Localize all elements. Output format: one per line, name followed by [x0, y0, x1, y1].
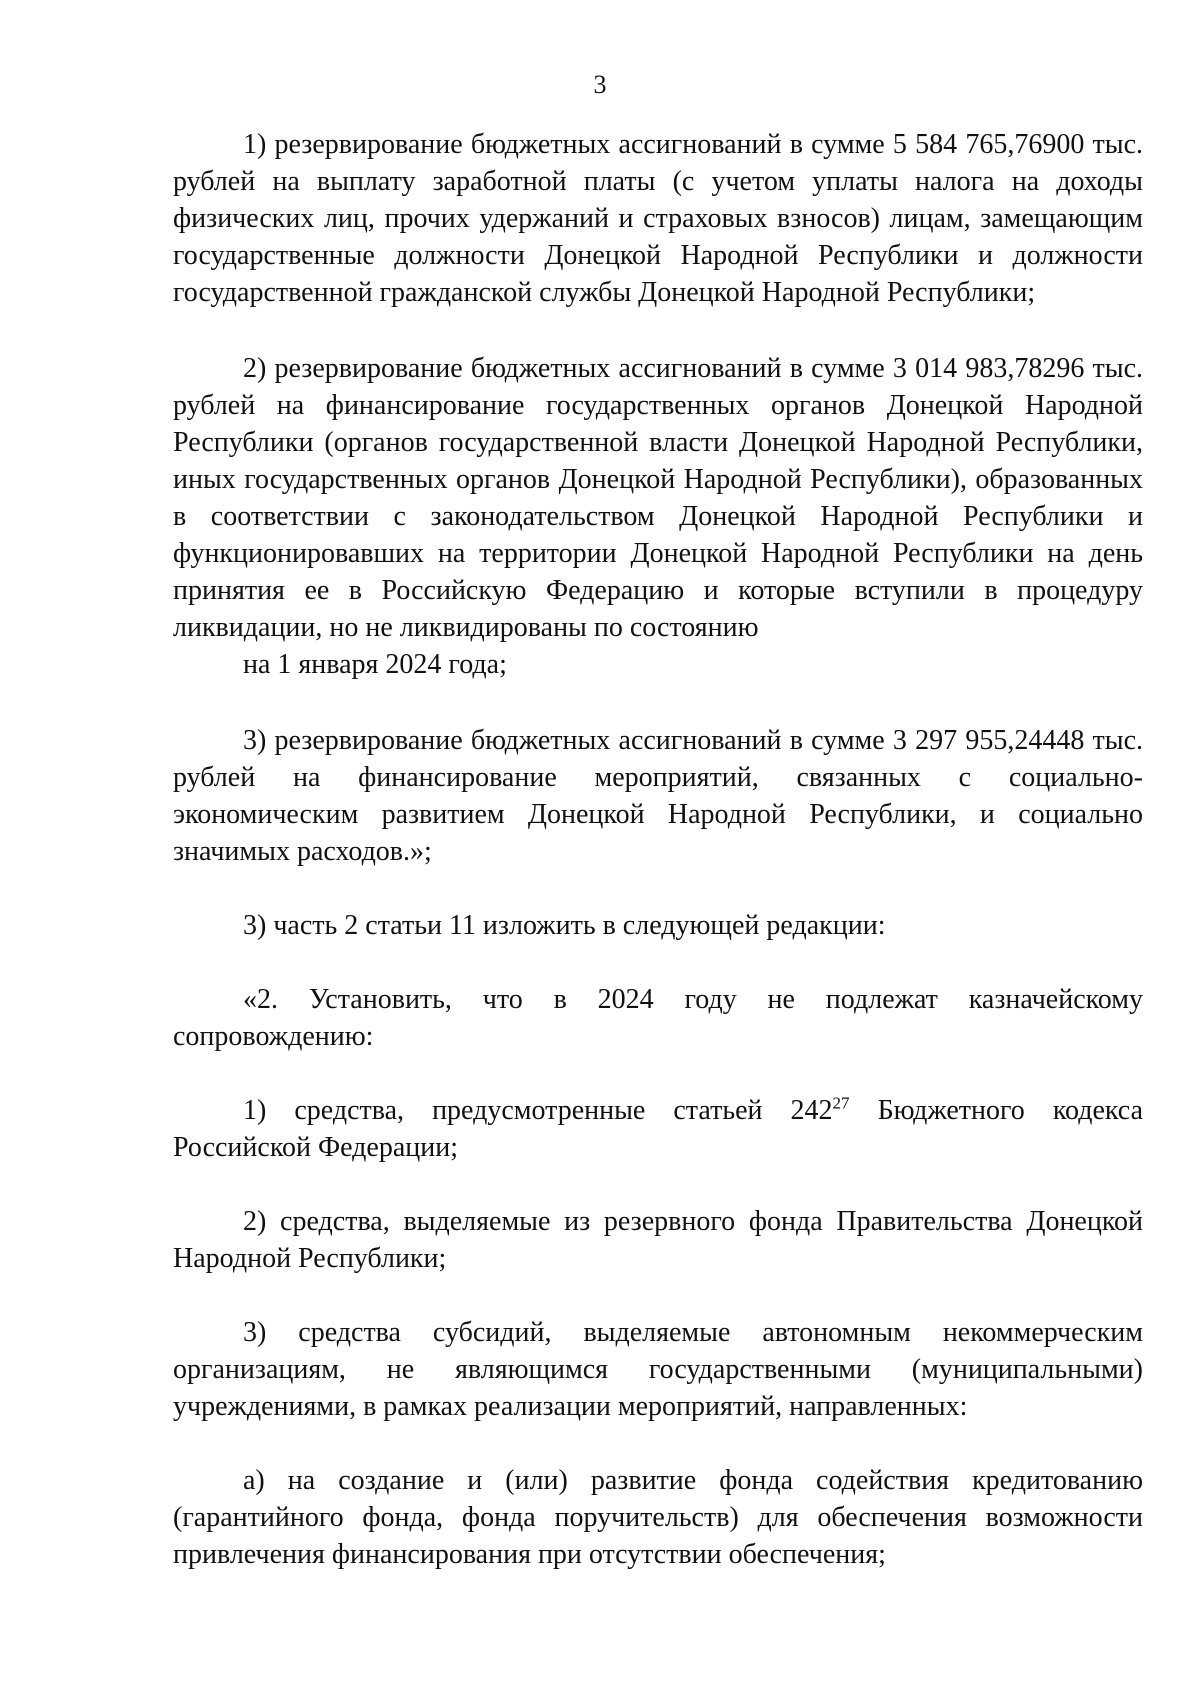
- paragraph-reserve-social-economic: 3) резервирование бюджетных ассигнований в сумме 3 297 955,24448 тыс. рублей на финансирование мероприятий, связанных с социально-экономическим развитием Донецкой Народной Республики, и социально значимых расходов.»;: [173, 725, 1143, 867]
- paragraph-article-11-amendment: 3) часть 2 статьи 11 изложить в следующей редакции:: [243, 910, 886, 941]
- item-budget-code-after: Бюджетного кодекса Российской Федерации;: [173, 1095, 1143, 1163]
- paragraph-item-budget-code: [173, 1092, 1143, 1166]
- paragraph-reserve-state-bodies-text: 2) резервирование бюджетных ассигнований в сумме 3 014 983,78296 тыс. рублей на финансирование государственных органов Донецкой Народной Республики (органов государственной власти Донецкой Народной Республики, иных государственных органов Донецкой Народной Республики), образованных в соответствии с законодательством Донецкой Народной Республики и функционировавших на территории Донецкой Народной Республики на день принятия ее в Российскую Федерацию и которые вступили в процедуру ликвидации, но не ликвидированы по состоянию: [173, 353, 1143, 643]
- paragraph-item-reserve-fund: 2) средства, выделяемые из резервного фонда Правительства Донецкой Народной Республики;: [173, 1206, 1143, 1274]
- paragraph-reserve-state-bodies-tail: на 1 января 2024 года;: [243, 649, 507, 680]
- paragraph-treasury-support-intro: «2. Установить, что в 2024 году не подлежат казначейскому сопровождению:: [173, 984, 1143, 1052]
- item-budget-code-before: 1) средства, предусмотренные статьей 242: [243, 1095, 833, 1126]
- page-number: 3: [593, 70, 607, 99]
- article-superscript: 27: [832, 1093, 850, 1113]
- paragraph-subitem-credit-fund: а) на создание и (или) развитие фонда содействия кредитованию (гарантийного фонда, фонда поручительств) для обеспечения возможности привлечения финансирования при отсутствии обеспечения;: [173, 1465, 1143, 1570]
- paragraph-reserve-state-bodies: [173, 350, 1143, 683]
- document-body: [173, 126, 1143, 1573]
- paragraph-item-subsidies: 3) средства субсидий, выделяемые автономным некоммерческим организациям, не являющимся государственными (муниципальными) учреждениями, в рамках реализации мероприятий, направленных:: [173, 1317, 1143, 1422]
- paragraph-reserve-salary: 1) резервирование бюджетных ассигнований в сумме 5 584 765,76900 тыс. рублей на выплату заработной платы (с учетом уплаты налога на доходы физических лиц, прочих удержаний и страховых взносов) лицам, замещающим государственные должности Донецкой Народной Республики и должности государственной гражданской службы Донецкой Народной Республики;: [173, 129, 1143, 308]
